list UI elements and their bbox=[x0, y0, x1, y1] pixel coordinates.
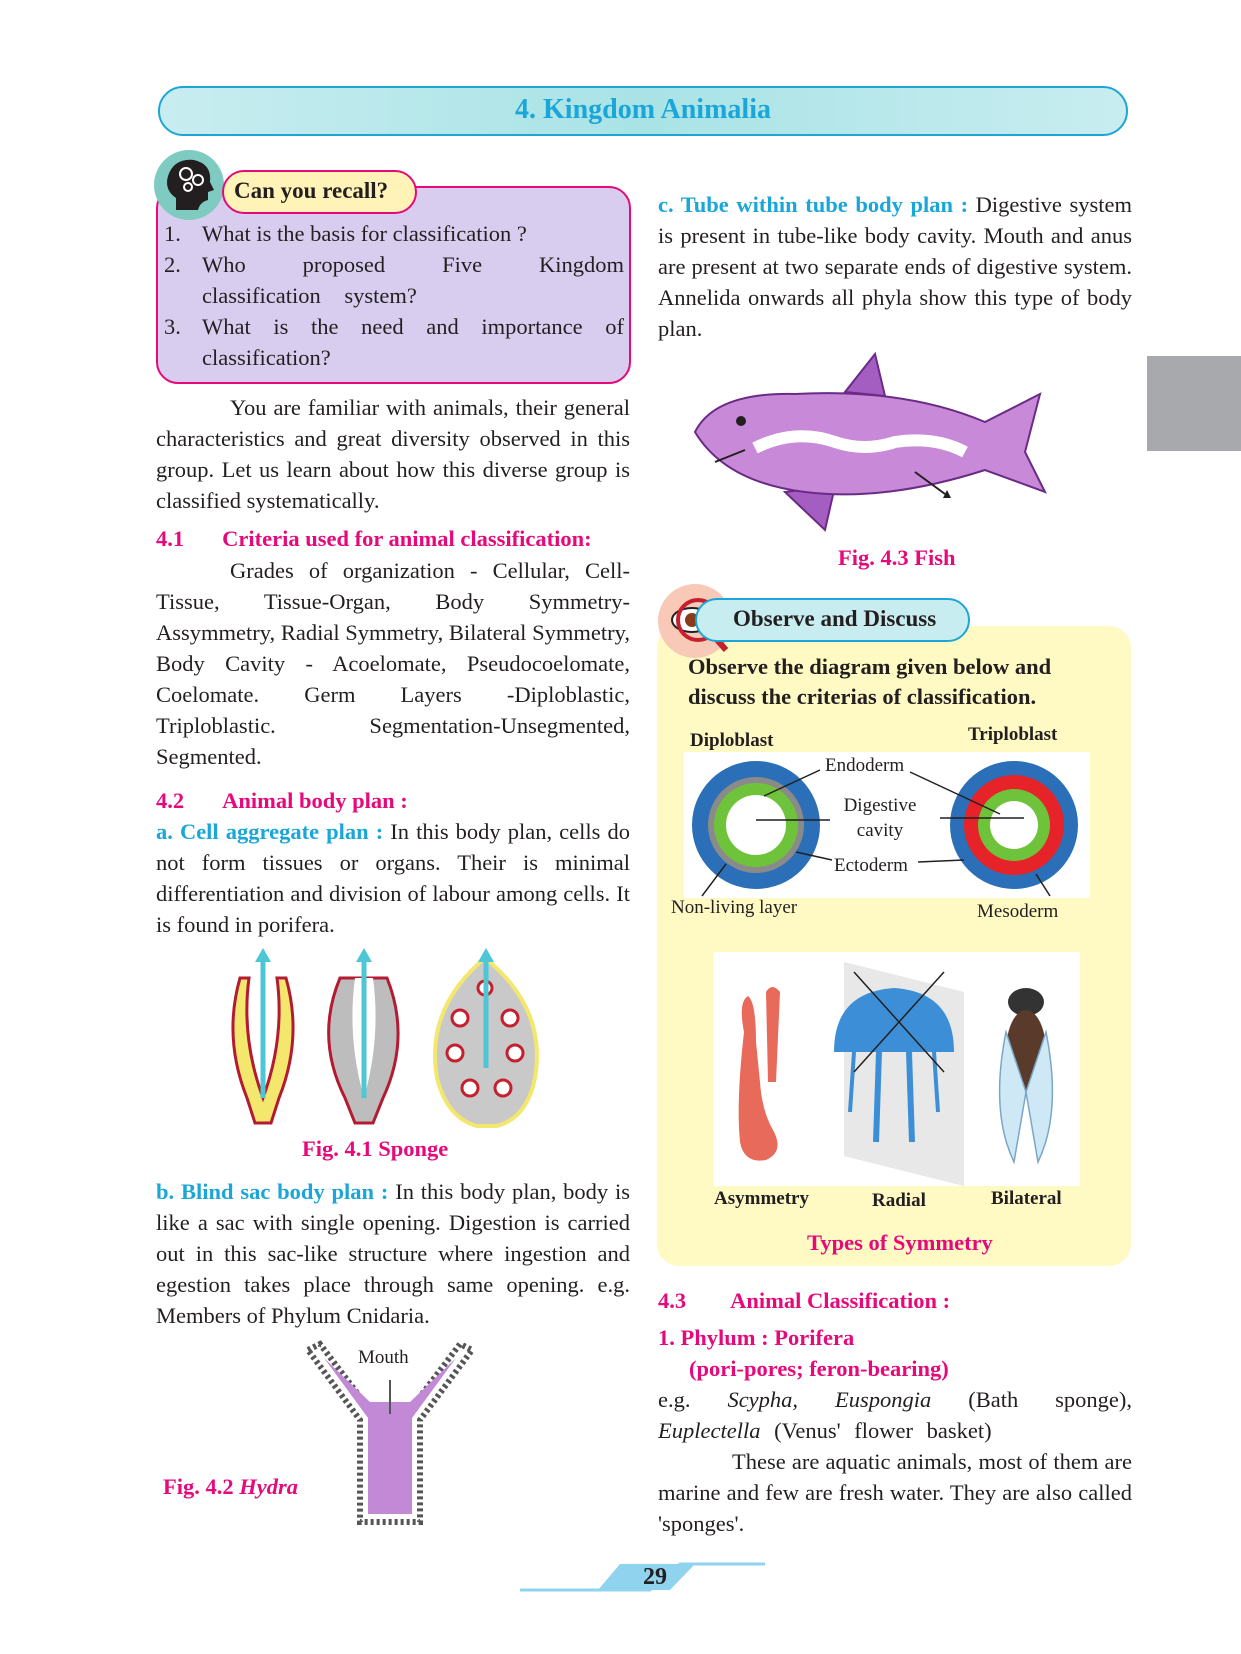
diploblast-label: Diploblast bbox=[690, 730, 774, 751]
ectoderm-label: Ectoderm bbox=[834, 855, 908, 876]
porifera-examples: e.g. Scypha, Euspongia (Bath sponge), Euplectella (Venus' flower basket) bbox=[658, 1387, 1132, 1443]
chapter-title-banner bbox=[158, 86, 1128, 136]
page-number-badge bbox=[520, 1560, 720, 1592]
porifera-paragraph: These are aquatic animals, most of them are marine and few are fresh water. They are also called 'sponges'. bbox=[658, 1449, 1132, 1536]
asymmetry-sponge bbox=[739, 987, 780, 1161]
asymmetry-label: Asymmetry bbox=[714, 1188, 809, 1209]
section-4-1-body: Grades of organization - Cellular, Cell-Tissue, Tissue-Organ, Body Symmetry-Assymmetry, Radial Symmetry, Bilateral Symmetry, Body Cavity - Acoelomate, Pseudocoelomate, Coelomate. Germ Layers -Diploblastic, Triploblastic. Segmentation-Unsegmented, Segmented. bbox=[156, 558, 630, 769]
intro-paragraph: You are familiar with animals, their general characteristics and great diversity observed in this group. Let us learn about how this diverse group is classified systematically. bbox=[156, 395, 630, 513]
section-4-1-heading: 4.1 Criteria used for animal classification: bbox=[156, 526, 592, 551]
observe-instruction: Observe the diagram given below and discuss the criterias of classification. bbox=[688, 654, 1052, 709]
endoderm-label: Endoderm bbox=[825, 755, 905, 776]
chapter-title: 4. Kingdom Animalia bbox=[515, 94, 771, 125]
fig-4-3-caption: Fig. 4.3 Fish bbox=[838, 545, 956, 570]
brain-head-icon bbox=[154, 150, 224, 220]
bilateral-cicada bbox=[1000, 988, 1053, 1162]
digestive-cavity-label: Digestive cavity bbox=[843, 795, 917, 841]
section-4-2-heading: 4.2 Animal body plan : bbox=[156, 788, 408, 813]
body-plan-c: c. Tube within tube body plan : Digestive system is present in tube-like body cavity. Mouth and anus are present at two separate ends of digestive system. Annelida onwards all phyla show this type of body plan. bbox=[658, 192, 1132, 341]
mesoderm-label: Mesoderm bbox=[977, 901, 1059, 922]
page-number: 29 bbox=[643, 1564, 667, 1590]
phylum-heading: 1. Phylum : Porifera bbox=[658, 1325, 855, 1350]
observe-tag: Observe and Discuss bbox=[695, 598, 970, 642]
bilateral-label: Bilateral bbox=[991, 1188, 1062, 1209]
recall-item: 3. What is the need and importance of classification? bbox=[164, 314, 624, 370]
side-tab-marker bbox=[1147, 356, 1241, 451]
radial-label: Radial bbox=[872, 1190, 926, 1211]
symmetry-caption: Types of Symmetry bbox=[807, 1230, 993, 1255]
symmetry-figure bbox=[714, 952, 1080, 1186]
nonliving-layer-label: Non-living layer bbox=[671, 897, 798, 918]
recall-list bbox=[164, 218, 624, 373]
section-4-3-heading: 4.3 Animal Classification : bbox=[658, 1288, 951, 1313]
fig-4-2-caption: Fig. 4.2 Hydra bbox=[163, 1474, 298, 1499]
sponge-ascon bbox=[233, 948, 293, 1123]
body-plan-b: b. Blind sac body plan : In this body plan, body is like a sac with single opening. Digestion is carried out in this sac-like structure where ingestion and egestion takes place through same opening. e.g. Members of Phylum Cnidaria. bbox=[156, 1179, 631, 1328]
radial-jellyfish bbox=[834, 962, 964, 1186]
recall-item: 1. What is the basis for classification ? bbox=[164, 221, 527, 246]
sponge-sycon bbox=[329, 948, 398, 1123]
triploblast-rings bbox=[950, 761, 1078, 889]
hydra-mouth-label: Mouth bbox=[358, 1347, 409, 1368]
triploblast-label: Triploblast bbox=[968, 724, 1058, 745]
phylum-subheading: (pori-pores; feron-bearing) bbox=[689, 1356, 949, 1381]
diploblast-rings bbox=[692, 761, 820, 889]
fig-4-1-caption: Fig. 4.1 Sponge bbox=[302, 1136, 449, 1161]
fish-figure bbox=[685, 352, 1095, 537]
recall-tag: Can you recall? bbox=[222, 170, 417, 214]
sponge-leucon bbox=[435, 948, 537, 1126]
body-plan-a: a. Cell aggregate plan : In this body plan, cells do not form tissues or organs. Their is minimal differentiation and division of labour among cells. It is found in porifera. bbox=[156, 819, 630, 937]
sponge-figure bbox=[215, 948, 575, 1128]
recall-item: 2. Who proposed Five Kingdom classification system? bbox=[164, 252, 624, 308]
